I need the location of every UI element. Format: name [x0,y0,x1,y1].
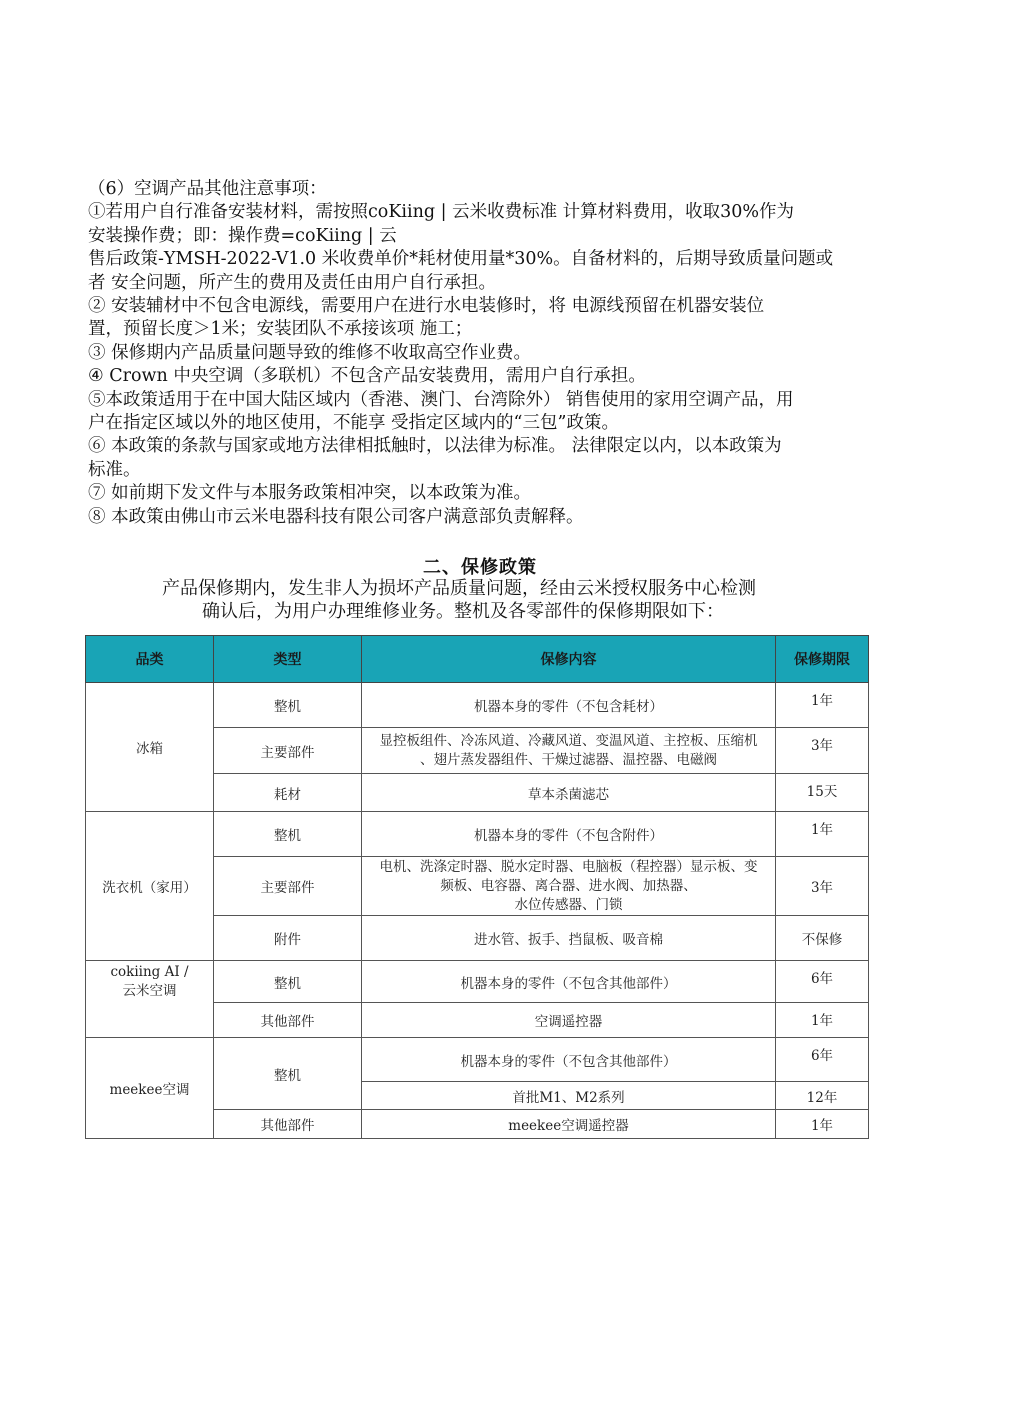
content-line: 、翅片蒸发器组件、干燥过滤器、温控器、电磁阀 [420,751,717,768]
category-cell: 洗衣机（家用） [86,812,214,961]
content-line: 频板、电容器、离合器、进水阀、加热器、 [440,877,697,894]
period-cell: 15天 [776,774,869,812]
content-cell: 机器本身的零件（不包含附件） [362,812,776,857]
content-line: 电机、洗涤定时器、脱水定时器、电脑板（程控器）显示板、变 [379,858,758,875]
period-cell: 3年 [776,857,869,916]
content-line: 显控板组件、冷冻风道、冷藏风道、变温风道、主控板、压缩机 [379,732,758,749]
intro-line: 产品保修期内，发生非人为损坏产品质量问题，经由云米授权服务中心检测 [162,578,756,599]
section-title: 二、保修政策 [423,557,537,578]
category-line: cokiing AI / [110,964,189,980]
content-cell: 机器本身的零件（不包含其他部件） [362,1038,776,1082]
period-cell: 不保修 [776,916,869,961]
content-cell: 草本杀菌滤芯 [362,774,776,812]
type-cell: 整机 [214,812,362,857]
period-cell: 12年 [776,1082,869,1110]
note-line: ⑧ 本政策由佛山市云米电器科技有限公司客户满意部负责解释。 [88,506,584,527]
content-cell: 机器本身的零件（不包含耗材） [362,683,776,728]
type-cell: 整机 [214,683,362,728]
note-line: 售后政策-YMSH-2022-V1.0 米收费单价*耗材使用量*30%。自备材料的，后期导致质量问题或 [88,249,834,270]
table-row [86,812,869,857]
note-line: ③ 保修期内产品质量问题导致的维修不收取高空作业费。 [88,342,532,363]
intro-line: 确认后，为用户办理维修业务。整机及各零部件的保修期限如下： [202,601,724,622]
content-cell: 首批M1、M2系列 [362,1082,776,1110]
header-content: 保修内容 [362,636,776,683]
period-cell: 1年 [776,1003,869,1038]
notes-block [88,178,888,529]
table-row [86,683,869,728]
category-cell: meekee空调 [86,1038,214,1139]
content-cell [362,728,776,774]
period-cell: 1年 [776,683,869,728]
content-cell: 机器本身的零件（不包含其他部件） [362,961,776,1003]
note-line: ④ Crown 中央空调（多联机）不包含产品安装费用，需用户自行承担。 [88,366,646,387]
note-line: 置，预留长度＞1米；安装团队不承接该项 施工； [88,319,473,340]
note-line: 标准。 [88,459,141,480]
type-cell: 整机 [214,1038,362,1110]
category-line: 云米空调 [122,983,177,999]
type-cell: 整机 [214,961,362,1003]
note-line: （6）空调产品其他注意事项： [88,179,327,199]
note-line: ⑤本政策适用于在中国大陆区域内（香港、澳门、台湾除外） 销售使用的家用空调产品，用 [88,389,794,410]
table-row [86,961,869,1003]
warranty-table [85,635,869,1139]
type-cell: 主要部件 [214,728,362,774]
content-cell: 空调遥控器 [362,1003,776,1038]
type-cell: 其他部件 [214,1003,362,1038]
type-cell: 主要部件 [214,857,362,916]
note-line: ② 安装辅材中不包含电源线，需要用户在进行水电装修时，将 电源线预留在机器安装位 [88,296,765,317]
period-cell: 1年 [776,1110,869,1139]
category-cell [86,961,214,1038]
period-cell: 1年 [776,812,869,857]
note-line: ⑥ 本政策的条款与国家或地方法律相抵触时，以法律为标准。 法律限定以内，以本政策为 [88,436,782,457]
header-period: 保修期限 [776,636,869,683]
content-line: 水位传感器、门锁 [514,896,623,913]
note-line: 安装操作费；即：操作费=coKiing | 云 [88,225,397,246]
content-cell: 进水管、扳手、挡鼠板、吸音棉 [362,916,776,961]
type-cell: 耗材 [214,774,362,812]
header-category: 品类 [86,636,214,683]
header-type: 类型 [214,636,362,683]
note-line: ①若用户自行准备安装材料，需按照coKiing | 云米收费标准 计算材料费用，收取30%作为 [88,202,795,223]
category-cell: 冰箱 [86,683,214,812]
content-cell: meekee空调遥控器 [362,1110,776,1139]
table-header-row [86,636,869,683]
table-row [86,1038,869,1082]
note-line: 者 安全问题，所产生的费用及责任由用户自行承担。 [88,272,497,293]
content-cell [362,857,776,916]
period-cell: 6年 [776,961,869,1003]
type-cell: 附件 [214,916,362,961]
type-cell: 其他部件 [214,1110,362,1139]
note-line: 户在指定区域以外的地区使用，不能享 受指定区域内的“三包”政策。 [88,413,619,434]
period-cell: 6年 [776,1038,869,1082]
note-line: ⑦ 如前期下发文件与本服务政策相冲突，以本政策为准。 [88,483,532,504]
period-cell: 3年 [776,728,869,774]
